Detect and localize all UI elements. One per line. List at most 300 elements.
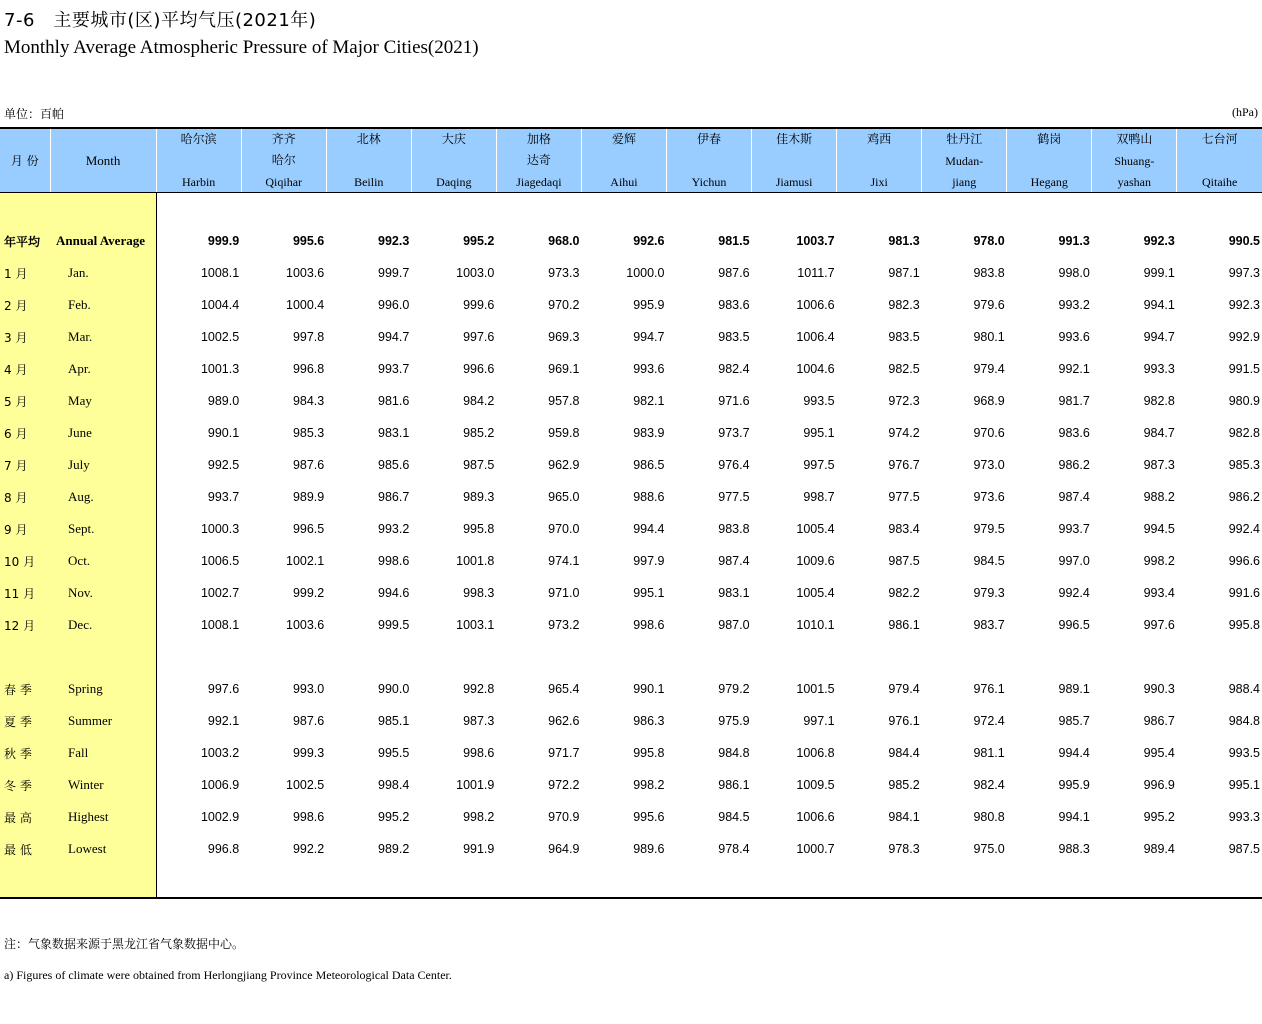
value-cell: 987.6 [292, 714, 325, 728]
header-city [1177, 128, 1262, 193]
value-cell: 994.7 [1143, 330, 1175, 344]
value-cell: 1005.4 [796, 586, 835, 600]
value-cell: 999.2 [292, 586, 325, 600]
value-cell: 995.2 [1143, 810, 1175, 824]
value-cell: 974.2 [888, 426, 920, 440]
value-cell: 993.7 [207, 490, 240, 504]
header-city-en: Beilin [354, 175, 384, 189]
value-cell: 980.8 [973, 810, 1005, 824]
spacer-cell [156, 193, 241, 210]
value-cell: 984.5 [973, 554, 1005, 568]
spacer-cell [411, 193, 496, 210]
value-cell: 985.6 [378, 458, 410, 472]
value-cell: 993.4 [1143, 586, 1175, 600]
value-cell: 973.2 [548, 618, 580, 632]
value-cell: 981.3 [888, 234, 920, 248]
header-city-en: Jiamusi [775, 175, 813, 189]
value-cell: 998.6 [378, 554, 410, 568]
table-row [0, 737, 1262, 769]
value-cell: 999.3 [292, 746, 325, 760]
table-row [0, 353, 1262, 385]
value-cell: 984.7 [1143, 426, 1175, 440]
value-cell: 999.5 [378, 618, 410, 632]
table-row [0, 481, 1262, 513]
spacer-cell [752, 193, 837, 210]
value-cell: 989.0 [207, 394, 240, 408]
value-cell: 1000.3 [200, 522, 240, 536]
header-city-cn: 七台河 [1201, 132, 1238, 146]
spacer-cell [0, 641, 50, 673]
value-cell: 984.1 [888, 810, 920, 824]
value-cell: 986.7 [1143, 714, 1175, 728]
value-cell: 968.9 [973, 394, 1005, 408]
value-cell: 1006.6 [796, 298, 835, 312]
header-city-en: Harbin [181, 175, 216, 189]
value-cell: 987.3 [1143, 458, 1175, 472]
spacer-cell [241, 209, 326, 225]
spacer-cell [0, 865, 50, 898]
value-cell: 979.6 [973, 298, 1005, 312]
value-cell: 1002.9 [200, 810, 240, 824]
value-cell: 973.0 [973, 458, 1005, 472]
value-cell: 1008.1 [200, 266, 240, 280]
row-label-cn: 2 月 [0, 289, 50, 321]
value-cell: 985.3 [292, 426, 325, 440]
value-cell: 1003.2 [200, 746, 240, 760]
value-cell: 995.1 [1228, 778, 1260, 792]
table-row [0, 705, 1262, 737]
row-label-cn: 最 高 [0, 801, 50, 833]
value-cell: 992.2 [292, 842, 325, 856]
value-cell: 995.8 [1228, 618, 1260, 632]
value-cell: 1000.0 [626, 266, 665, 280]
row-label-cn: 年平均 [0, 225, 50, 257]
spacer-cell [496, 865, 581, 898]
row-label-cn: 6 月 [0, 417, 50, 449]
header-city-cn: 佳木斯 [776, 132, 813, 146]
value-cell: 979.5 [973, 522, 1005, 536]
spacer-cell [50, 193, 156, 210]
value-cell: 994.7 [633, 330, 665, 344]
value-cell: 962.9 [548, 458, 580, 472]
spacer-cell [1177, 209, 1262, 225]
row-label-cn: 7 月 [0, 449, 50, 481]
spacer-cell [1092, 209, 1177, 225]
spacer-cell [1177, 641, 1262, 673]
value-cell: 1001.5 [796, 682, 835, 696]
value-cell: 982.8 [1143, 394, 1175, 408]
value-cell: 987.4 [1058, 490, 1090, 504]
value-cell: 986.1 [888, 618, 920, 632]
header-city [666, 128, 751, 193]
value-cell: 993.2 [1058, 298, 1090, 312]
spacer-cell [411, 641, 496, 673]
value-cell: 968.0 [548, 234, 580, 248]
value-cell: 981.1 [973, 746, 1005, 760]
value-cell: 982.3 [888, 298, 920, 312]
value-cell: 994.6 [378, 586, 410, 600]
value-cell: 989.6 [633, 842, 665, 856]
value-cell: 990.1 [207, 426, 240, 440]
header-city-en: Hegang [1030, 175, 1068, 189]
table-row [0, 321, 1262, 353]
value-cell: 984.4 [888, 746, 920, 760]
table-row [0, 385, 1262, 417]
table-row [0, 417, 1262, 449]
header-city-cn: 鹤岗 [1037, 132, 1062, 146]
value-cell: 983.9 [633, 426, 665, 440]
value-cell: 973.7 [718, 426, 750, 440]
value-cell: 988.2 [1143, 490, 1175, 504]
value-cell: 987.4 [718, 554, 750, 568]
value-cell: 1006.8 [796, 746, 835, 760]
header-city-en: Qiqihar [265, 175, 303, 189]
value-cell: 1000.7 [796, 842, 835, 856]
row-label-en: Sept. [50, 513, 156, 545]
value-cell: 993.0 [292, 682, 325, 696]
spacer-cell [1007, 641, 1092, 673]
value-cell: 987.5 [888, 554, 920, 568]
spacer-cell [496, 209, 581, 225]
table-row [0, 545, 1262, 577]
spacer-cell [50, 209, 156, 225]
table-row [0, 609, 1262, 641]
spacer-cell [326, 193, 411, 210]
header-city-en: Aihui [610, 175, 638, 189]
value-cell: 982.8 [1228, 426, 1260, 440]
value-cell: 993.2 [378, 522, 410, 536]
value-cell: 959.8 [548, 426, 580, 440]
table-row [0, 769, 1262, 801]
value-cell: 986.5 [633, 458, 665, 472]
spacer-cell [837, 209, 922, 225]
spacer-row [0, 209, 1262, 225]
spacer-cell [922, 641, 1007, 673]
header-city [156, 128, 241, 193]
spacer-cell [326, 209, 411, 225]
header-city-cn: 哈尔滨 [180, 132, 217, 146]
value-cell: 985.1 [378, 714, 410, 728]
spacer-cell [666, 865, 751, 898]
header-city-cn: 齐齐 [271, 132, 296, 146]
spacer-cell [1007, 193, 1092, 210]
value-cell: 989.3 [463, 490, 495, 504]
spacer-cell [0, 193, 50, 210]
spacer-cell [581, 865, 666, 898]
row-label-cn: 1 月 [0, 257, 50, 289]
value-cell: 996.6 [1228, 554, 1260, 568]
value-cell: 997.3 [1228, 266, 1260, 280]
value-cell: 1006.6 [796, 810, 835, 824]
header-city [326, 128, 411, 193]
spacer-row [0, 641, 1262, 673]
header-city [581, 128, 666, 193]
value-cell: 1006.9 [200, 778, 240, 792]
value-cell: 997.0 [1058, 554, 1090, 568]
value-cell: 997.8 [292, 330, 325, 344]
value-cell: 998.0 [1058, 266, 1090, 280]
value-cell: 987.5 [1228, 842, 1260, 856]
value-cell: 992.3 [378, 234, 410, 248]
value-cell: 996.0 [378, 298, 410, 312]
spacer-cell [837, 193, 922, 210]
value-cell: 999.6 [463, 298, 495, 312]
value-cell: 987.1 [888, 266, 920, 280]
header-city-cn-line2: 哈尔 [271, 153, 296, 167]
value-cell: 977.5 [718, 490, 750, 504]
value-cell: 983.8 [973, 266, 1005, 280]
value-cell: 997.6 [463, 330, 495, 344]
table-row [0, 225, 1262, 257]
spacer-cell [50, 641, 156, 673]
value-cell: 987.5 [463, 458, 495, 472]
row-label-cn: 4 月 [0, 353, 50, 385]
spacer-cell [1092, 193, 1177, 210]
header-month-cn: 月 份 [0, 128, 50, 193]
row-label-en: May [50, 385, 156, 417]
value-cell: 996.5 [1058, 618, 1090, 632]
header-city-cn: 加格 [526, 132, 551, 146]
value-cell: 997.9 [633, 554, 665, 568]
value-cell: 1009.5 [796, 778, 835, 792]
value-cell: 999.1 [1143, 266, 1175, 280]
value-cell: 984.5 [718, 810, 750, 824]
header-city-cn-line2: 达奇 [526, 153, 551, 167]
table-header-row [0, 128, 1262, 193]
table-row [0, 449, 1262, 481]
value-cell: 979.2 [718, 682, 750, 696]
header-city [837, 128, 922, 193]
row-label-en: July [50, 449, 156, 481]
value-cell: 975.9 [718, 714, 750, 728]
value-cell: 973.3 [548, 266, 580, 280]
value-cell: 998.7 [803, 490, 835, 504]
value-cell: 992.3 [1143, 234, 1175, 248]
header-city-cn: 伊春 [697, 132, 722, 146]
value-cell: 970.6 [973, 426, 1005, 440]
value-cell: 988.4 [1228, 682, 1260, 696]
value-cell: 980.9 [1228, 394, 1260, 408]
row-label-cn: 秋 季 [0, 737, 50, 769]
value-cell: 986.2 [1058, 458, 1090, 472]
header-city-cn: 牡丹江 [946, 132, 983, 146]
value-cell: 989.2 [378, 842, 410, 856]
spacer-row [0, 193, 1262, 210]
value-cell: 965.4 [548, 682, 580, 696]
value-cell: 990.0 [378, 682, 410, 696]
value-cell: 1002.5 [200, 330, 240, 344]
value-cell: 970.2 [548, 298, 580, 312]
header-city [496, 128, 581, 193]
value-cell: 987.6 [292, 458, 325, 472]
value-cell: 979.4 [973, 362, 1005, 376]
value-cell: 996.8 [207, 842, 240, 856]
value-cell: 982.4 [973, 778, 1005, 792]
value-cell: 993.3 [1228, 810, 1260, 824]
table-row [0, 257, 1262, 289]
value-cell: 997.6 [1143, 618, 1175, 632]
value-cell: 982.2 [888, 586, 920, 600]
row-label-en: Mar. [50, 321, 156, 353]
value-cell: 998.4 [378, 778, 410, 792]
value-cell: 983.8 [718, 522, 750, 536]
value-cell: 986.2 [1228, 490, 1260, 504]
spacer-cell [581, 209, 666, 225]
spacer-cell [837, 865, 922, 898]
table-row [0, 833, 1262, 865]
value-cell: 1003.6 [286, 618, 325, 632]
value-cell: 991.6 [1228, 586, 1260, 600]
value-cell: 1001.9 [456, 778, 495, 792]
spacer-cell [1092, 641, 1177, 673]
value-cell: 1011.7 [797, 266, 835, 280]
spacer-cell [326, 641, 411, 673]
value-cell: 988.6 [633, 490, 665, 504]
value-cell: 992.1 [1058, 362, 1090, 376]
value-cell: 996.8 [292, 362, 325, 376]
value-cell: 992.4 [1058, 586, 1090, 600]
value-cell: 998.2 [1143, 554, 1175, 568]
spacer-cell [581, 641, 666, 673]
value-cell: 983.7 [973, 618, 1005, 632]
row-label-cn: 8 月 [0, 481, 50, 513]
row-label-cn: 最 低 [0, 833, 50, 865]
value-cell: 982.5 [888, 362, 920, 376]
value-cell: 1000.4 [286, 298, 325, 312]
value-cell: 984.8 [1228, 714, 1260, 728]
value-cell: 976.1 [888, 714, 920, 728]
value-cell: 976.1 [973, 682, 1005, 696]
row-label-cn: 3 月 [0, 321, 50, 353]
value-cell: 993.7 [378, 362, 410, 376]
spacer-cell [0, 209, 50, 225]
row-label-en: Dec. [50, 609, 156, 641]
value-cell: 981.6 [378, 394, 410, 408]
value-cell: 983.4 [888, 522, 920, 536]
value-cell: 1001.3 [200, 362, 240, 376]
table-row [0, 801, 1262, 833]
value-cell: 995.6 [292, 234, 325, 248]
value-cell: 985.2 [463, 426, 495, 440]
value-cell: 990.1 [633, 682, 665, 696]
spacer-cell [326, 865, 411, 898]
value-cell: 998.2 [463, 810, 495, 824]
page-title-en: Monthly Average Atmospheric Pressure of Major Cities(2021) [4, 37, 479, 58]
header-city [1092, 128, 1177, 193]
value-cell: 981.7 [1058, 394, 1090, 408]
value-cell: 983.6 [718, 298, 750, 312]
value-cell: 983.1 [718, 586, 750, 600]
value-cell: 987.6 [718, 266, 750, 280]
header-city-en: jiang [952, 175, 977, 189]
spacer-cell [496, 193, 581, 210]
value-cell: 994.4 [1058, 746, 1090, 760]
value-cell: 995.4 [1143, 746, 1175, 760]
value-cell: 975.0 [973, 842, 1005, 856]
value-cell: 994.1 [1143, 298, 1175, 312]
row-label-en: Lowest [50, 833, 156, 865]
value-cell: 992.4 [1228, 522, 1260, 536]
value-cell: 986.3 [633, 714, 665, 728]
value-cell: 981.5 [718, 234, 750, 248]
value-cell: 982.1 [633, 394, 665, 408]
spacer-cell [752, 641, 837, 673]
row-label-en: Spring [50, 673, 156, 705]
value-cell: 983.1 [378, 426, 410, 440]
value-cell: 984.8 [718, 746, 750, 760]
header-city [922, 128, 1007, 193]
spacer-cell [666, 193, 751, 210]
spacer-cell [581, 193, 666, 210]
header-city-en-line1: Mudan- [945, 154, 984, 168]
value-cell: 980.1 [973, 330, 1005, 344]
value-cell: 996.9 [1143, 778, 1175, 792]
header-city [1007, 128, 1092, 193]
value-cell: 995.2 [463, 234, 495, 248]
value-cell: 1002.1 [286, 554, 325, 568]
row-label-cn: 夏 季 [0, 705, 50, 737]
spacer-cell [752, 865, 837, 898]
spacer-cell [1177, 193, 1262, 210]
value-cell: 991.5 [1228, 362, 1260, 376]
value-cell: 995.5 [378, 746, 410, 760]
value-cell: 998.6 [292, 810, 325, 824]
spacer-cell [1007, 209, 1092, 225]
row-label-cn: 11 月 [0, 577, 50, 609]
spacer-cell [1007, 865, 1092, 898]
value-cell: 964.9 [548, 842, 580, 856]
value-cell: 995.8 [463, 522, 495, 536]
row-label-en: Fall [50, 737, 156, 769]
value-cell: 985.3 [1228, 458, 1260, 472]
table-row [0, 513, 1262, 545]
value-cell: 998.6 [463, 746, 495, 760]
header-city [752, 128, 837, 193]
value-cell: 998.3 [463, 586, 495, 600]
value-cell: 990.5 [1228, 234, 1260, 248]
spacer-cell [411, 209, 496, 225]
value-cell: 984.2 [463, 394, 495, 408]
value-cell: 995.6 [633, 810, 665, 824]
table-body [0, 193, 1262, 899]
value-cell: 974.1 [548, 554, 580, 568]
value-cell: 997.5 [803, 458, 835, 472]
value-cell: 982.4 [718, 362, 750, 376]
value-cell: 973.6 [973, 490, 1005, 504]
value-cell: 983.5 [718, 330, 750, 344]
spacer-cell [752, 209, 837, 225]
value-cell: 995.1 [633, 586, 665, 600]
value-cell: 988.3 [1058, 842, 1090, 856]
row-label-cn: 9 月 [0, 513, 50, 545]
value-cell: 986.1 [718, 778, 750, 792]
spacer-cell [837, 641, 922, 673]
spacer-cell [411, 865, 496, 898]
value-cell: 995.1 [803, 426, 835, 440]
value-cell: 971.0 [548, 586, 580, 600]
header-city-en: yashan [1117, 175, 1151, 189]
value-cell: 992.6 [633, 234, 665, 248]
value-cell: 971.7 [548, 746, 580, 760]
row-label-cn: 5 月 [0, 385, 50, 417]
row-label-cn: 冬 季 [0, 769, 50, 801]
header-city [241, 128, 326, 193]
footnote-cn: 注：气象数据来源于黑龙江省气象数据中心。 [4, 937, 245, 951]
value-cell: 1004.6 [796, 362, 835, 376]
value-cell: 969.3 [548, 330, 580, 344]
value-cell: 996.6 [463, 362, 495, 376]
header-city [411, 128, 496, 193]
